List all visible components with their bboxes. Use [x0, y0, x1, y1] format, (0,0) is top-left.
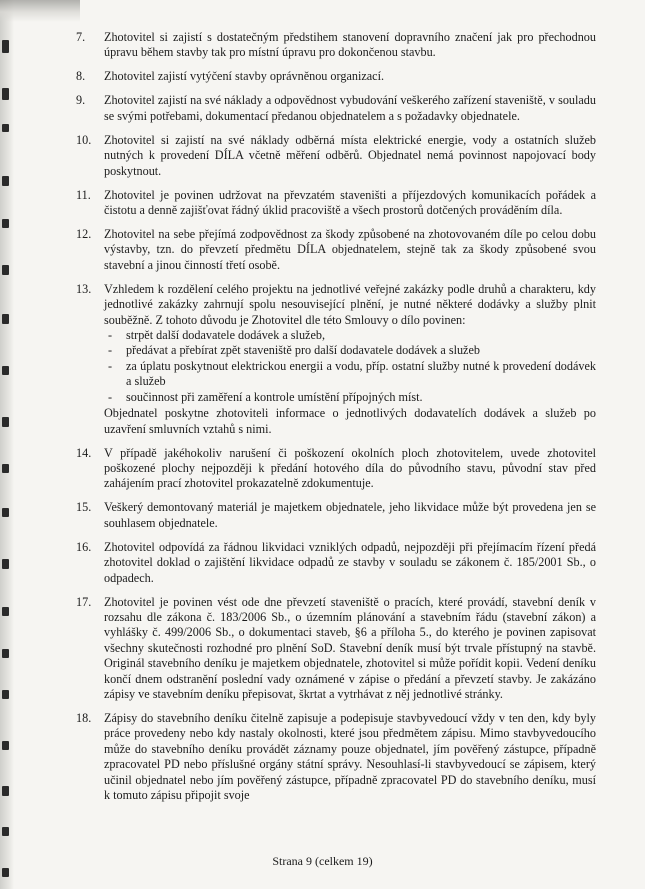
- item-number: 7.: [76, 30, 86, 44]
- item-number: 10.: [76, 132, 92, 147]
- sub-list-item: [104, 390, 596, 405]
- item-number: 15.: [76, 500, 92, 515]
- item-text: Zhotovitel zajistí vytýčení stavby oprávněnou organizací.: [104, 69, 385, 84]
- dash-bullet: -: [108, 343, 113, 358]
- list-item: [76, 595, 596, 703]
- item-number: 18.: [76, 710, 92, 725]
- item-number: 16.: [76, 539, 92, 554]
- sub-list-text: předávat a přebírat zpět staveniště pro další dodavatele dodávek a služeb: [126, 343, 480, 358]
- document-body: [76, 30, 596, 812]
- sub-list-text: strpět další dodavatele dodávek a služeb,: [126, 328, 325, 343]
- scan-shadow: [0, 0, 80, 22]
- item-text: Zápisy do stavebního deníku čitelně zapisuje a podepisuje stavbyvedoucí vždy v ten den, kdy byly práce provedeny nebo kdy nastaly okolnosti, které jsou předmětem zápisu. Mimo stavbyvedoucího může do stavebního deníku provádět záznamy pouze objednatel, jím pověřený zástupce, případně zpracovatel PD nebo příslušné orgány státní správy. Nesouhlasí-li stavbyvedoucí se zápisem, který učinil objednatel nebo jím pověřený zástupce, případně zpracovatel PD do stavebního deníku, musí k tomuto zápisu připojit svoje: [104, 710, 596, 802]
- item-text: Zhotovitel je povinen vést ode dne převzetí staveniště o pracích, které provádí, stavební deník v rozsahu dle zákona č. 183/2006 Sb., o územním plánování a stavebním řádu (stavební zákon) a vyhlášky č. 499/2006 Sb., o dokumentaci staveb, §6 a příloha 5., do kterého je povinen zapisovat všechny skutečnosti rozhodné pro plnění SoD. Stavební deník musí být trvale přístupný na stavbě. Originál stavebního deníku je majetkem objednatele, zhotovitel si může pořídit kopii. Vedení deníku končí dnem odstranění poslední vady oznámené v zápise o předání a převzetí stavby. Je zakázáno zápisy ve stavebním deníku přepisovat, škrtat a vytrhávat z něj jednotlivé stránky.: [104, 594, 596, 701]
- item-text: V případě jakéhokoliv narušení či poškození okolních ploch zhotovitelem, uvede zhotovitel poškozené plochy nejpozději k předání hotového díla do původního stavu, původní stav před zahájením prací zhotovitel prokazatelně zdokumentuje.: [104, 445, 596, 491]
- list-item: [76, 282, 596, 437]
- page-footer: Strana 9 (celkem 19): [272, 854, 373, 868]
- list-item: [76, 711, 596, 803]
- list-item: [76, 500, 596, 531]
- list-item: [76, 446, 596, 492]
- dash-bullet: -: [108, 389, 113, 404]
- item-number: 14.: [76, 445, 92, 460]
- sub-list-text: součinnost při zaměření a kontrole umístění přípojných míst.: [126, 389, 423, 404]
- sub-list-item: [104, 343, 596, 358]
- item-text: Veškerý demontovaný materiál je majetkem objednatele, jeho likvidace může být provedena jen se souhlasem objednatele.: [104, 500, 596, 530]
- item-number: 9.: [76, 93, 86, 108]
- list-item: [76, 30, 596, 61]
- item-text: Zhotovitel je povinen udržovat na převzatém staveništi a příjezdových komunikacích pořádek a čistotu a denně zajišťovat řádný úklid pracoviště a všech prostorů dotčených prováděním díla.: [104, 187, 596, 218]
- list-item: [76, 69, 596, 84]
- item-number: 11.: [76, 187, 91, 202]
- item-text: Zhotovitel na sebe přejímá zodpovědnost za škody způsobené na zhotovovaném díle po celou dobu výstavby, tzn. do převzetí předmětu DÍLA objednatelem, stejně tak za škody způsobené svou stavební a jinou činností třetí osobě.: [104, 227, 596, 272]
- item-text: Vzhledem k rozdělení celého projektu na jednotlivé veřejné zakázky podle druhů a charakteru, kdy jednotlivé zakázky zahrnují spolu nesouvisející plnění, je nutné některé dodávky a služby plnit souběžně. Z tohoto důvodu je Zhotovitel dle této Smlouvy o dílo povinen:: [104, 281, 596, 327]
- list-item: [76, 133, 596, 179]
- item-number: 17.: [76, 594, 92, 609]
- list-item: [76, 540, 596, 586]
- item-text: Zhotovitel zajistí na své náklady a odpovědnost vybudování veškerého zařízení staveniště, v souladu se svými potřebami, dokumentací předanou objednatelem a s požadavky objednatele.: [104, 93, 596, 123]
- dash-bullet: -: [108, 328, 113, 343]
- dash-bullet: -: [108, 358, 113, 373]
- list-item: [76, 93, 596, 124]
- sub-list-item: [104, 359, 596, 390]
- sub-list-text: za úplatu poskytnout elektrickou energii a vodu, příp. ostatní služby nutné k provedení dodávek a služeb: [126, 358, 596, 389]
- item-number: 8.: [76, 69, 86, 84]
- list-item: [76, 227, 596, 273]
- item-number: 13.: [76, 281, 92, 296]
- item-text: Zhotovitel odpovídá za řádnou likvidaci vzniklých odpadů, nejpozději při přejímacím řízení předá zhotovitel doklad o zajištění likvidace odpadů ze stavby v souladu se zákonem č. 185/2001 Sb., o odpadech.: [104, 539, 596, 585]
- binding-edge: [0, 0, 14, 889]
- sub-list-item: [104, 328, 596, 343]
- item-tail-text: Objednatel poskytne zhotoviteli informace o jednotlivých dodavatelích dodávek a služeb po uzavření smluvních vztahů s nimi.: [104, 406, 596, 436]
- sub-list: [104, 328, 596, 405]
- item-number: 12.: [76, 227, 92, 242]
- item-text: Zhotovitel si zajistí s dostatečným předstihem stanovení dopravního značení jak pro přechodnou úpravu během stavby tak pro místní úpravu pro dokončenou stavbu.: [104, 30, 596, 60]
- list-item: [76, 188, 596, 219]
- item-text: Zhotovitel si zajistí na své náklady odběrná místa elektrické energie, vody a ostatních služeb nutných k provedení DÍLA včetně měření odběrů. Objednatel nemá povinnost napojovací body poskytnout.: [104, 132, 596, 178]
